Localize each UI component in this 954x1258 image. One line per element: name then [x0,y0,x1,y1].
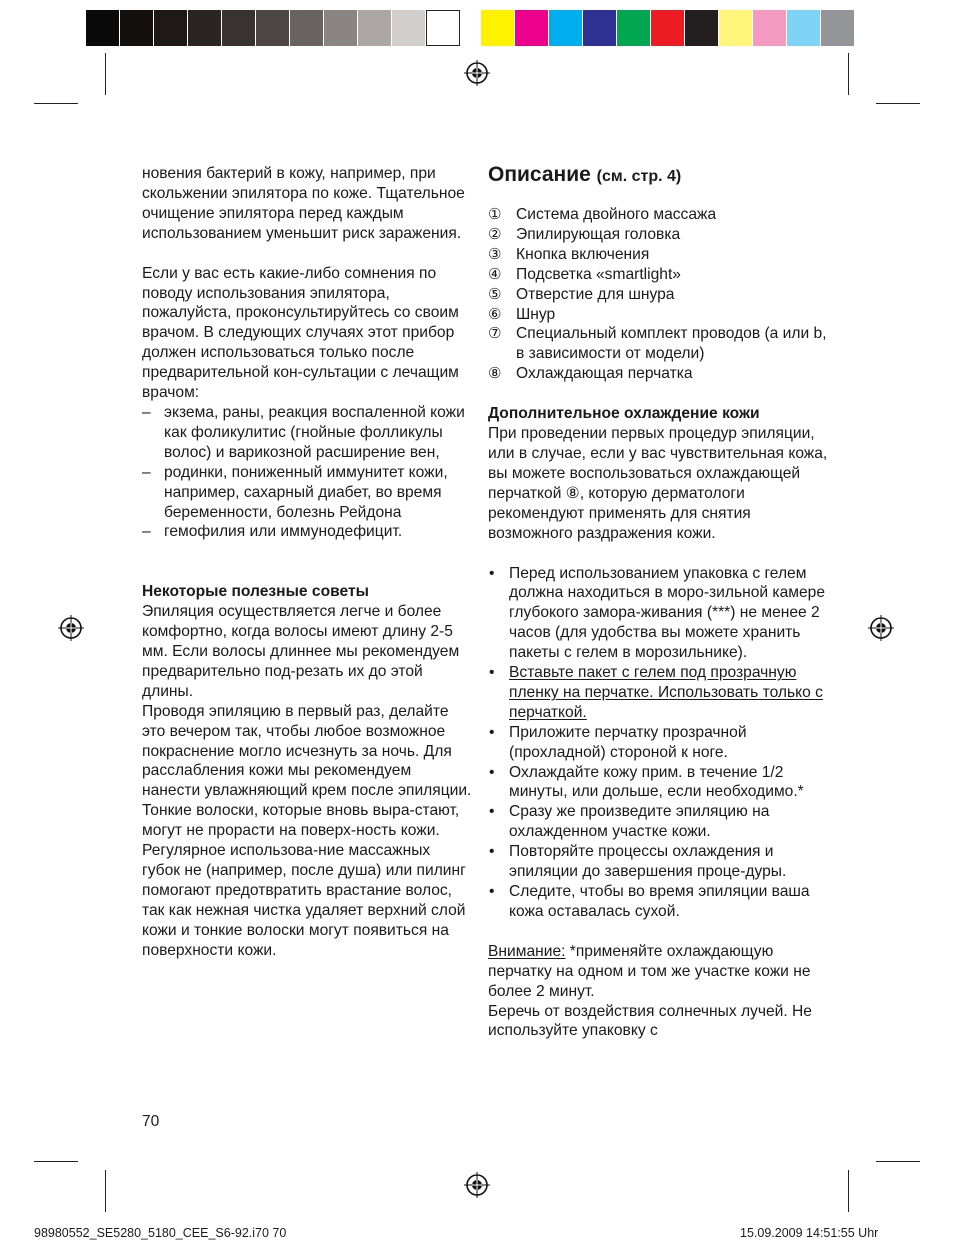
list-item: • Повторяйте процессы охлаждения и эпиляции до завершения проце-дуры. [489,843,787,881]
registration-mark-icon [58,615,84,641]
list-item: ⑧ Охлаждающая перчатка [488,365,693,383]
crop-mark [105,53,106,95]
warning-text: *применяйте охлаждающую перчатку на одном и том же участке кожи не более 2 минут. [488,942,811,1000]
list-item: ③ Кнопка включения [488,245,650,263]
crop-mark [105,1170,106,1212]
crop-mark [34,103,78,104]
list-item: • Охлаждайте кожу прим. в течение 1/2 минуты, или дольше, если необходимо.* [489,763,804,801]
color-swatch [651,10,685,46]
right-column [488,164,828,1041]
registration-mark-icon [464,1172,490,1198]
color-swatch [426,10,460,46]
list-item: ④ Подсветка «smartlight» [488,265,681,283]
list-item: ⑤ Отверстие для шнура [488,285,675,303]
crop-mark [876,1161,920,1162]
color-swatch [821,10,855,46]
grayscale-color-bar [86,10,460,46]
crop-mark [848,53,849,95]
list-item: – родинки, пониженный иммунитет кожи, например, сахарный диабет, во время беременности, болезнь Рейдона [142,463,448,521]
warning-label: Внимание: [488,942,566,960]
color-swatch [617,10,651,46]
contraindications-list [142,403,472,542]
color-swatch [290,10,324,46]
closing-paragraph: Беречь от воздействия солнечных лучей. Не используйте упаковку с [488,1002,812,1040]
section-title-text: Описание [488,163,591,186]
consult-doctor-paragraph: Если у вас есть какие-либо сомнения по поводу использования эпилятора, пожалуйста, проконсультируйтесь со своим врачом. В следующих случаях этот прибор должен использоваться только после предварительной кон-сультации с лечащим врачом: [142,264,459,402]
list-item: – гемофилия или иммунодефицит. [142,523,403,541]
tips-heading: Некоторые полезные советы [142,583,369,601]
parts-list [488,205,828,384]
list-item: • Перед использованием упаковка с гелем должна находиться в моро-зильной камере глубокого замора-живания (***) не менее 2 часов (для удобства вы можете хранить пакеты с гелем в морозильнике). [489,564,825,662]
color-swatch [787,10,821,46]
tips-paragraph: Эпиляция осуществляется легче и более комфортно, когда волосы имеют длину 2-5 мм. Если волосы длиннее мы рекомендуем предварительно под-резать их до этой длины. [142,603,460,700]
list-item: • Приложите перчатку прозрачной (прохладной) стороной к ноге. [489,723,747,761]
crop-mark [876,103,920,104]
list-item: ② Эпилирующая головка [488,225,681,243]
section-title [488,163,828,189]
color-swatch [358,10,392,46]
left-column [142,164,472,961]
color-swatch [685,10,719,46]
cooling-heading: Дополнительное охлаждение кожи [488,405,760,423]
process-color-bar [481,10,855,46]
color-swatch [719,10,753,46]
list-item: ① Система двойного массажа [488,206,717,223]
color-swatch [324,10,358,46]
list-item: • Сразу же произведите эпиляцию на охлажденном участке кожи. [489,803,770,841]
list-item: • Вставьте пакет с гелем под прозрачную пленку на перчатке. Использовать только с перчаткой. [489,664,823,721]
tips-paragraph: Тонкие волоски, которые вновь выра-стают, могут не прорасти на поверх-ность кожи. Регулярное использова-ние массажных губок не (например, после душа) или пилинг помогают предотвратить врастание волос, так как нежная чистка удаляет верхний слой кожи и тонкие волоски могут появиться на поверхности кожи. [142,802,466,959]
list-item: – экзема, раны, реакция воспаленной кожи как фоликулитис (гнойные фолликулы волос) и варикозной расширение вен, [142,403,465,461]
color-swatch [86,10,120,46]
warning-paragraph [488,942,828,1002]
color-swatch [256,10,290,46]
crop-mark [848,1170,849,1212]
tips-paragraph: Проводя эпиляцию в первый раз, делайте это вечером так, чтобы любое возможное покраснение могло исчезнуть за ночь. Для расслабления кожи мы рекомендуем нанести увлажняющий крем после эпиляции. [142,702,472,800]
list-item: ⑥ Шнур [488,305,556,323]
color-swatch [188,10,222,46]
hygiene-paragraph: новения бактерий в кожу, например, при скольжении эпилятора по коже. Тщательное очищение эпилятора перед каждым использованием уменьшит риск заражения. [142,165,465,242]
color-swatch [481,10,515,46]
list-item: • Следите, чтобы во время эпиляции ваша кожа оставалась сухой. [489,883,810,920]
page-number: 70 [142,1113,160,1130]
list-item: ⑦ Специальный комплект проводов (a или b, в зависимости от модели) [488,325,827,363]
color-swatch [583,10,617,46]
color-swatch [392,10,426,46]
crop-mark [34,1161,78,1162]
cooling-intro-paragraph: При проведении первых процедур эпиляции, или в случае, если у вас чувствительная кожа, вы можете воспользоваться охлаждающей перчаткой ⑧, которую дерматологи рекомендуют применять для снятия возможного раздражения кожи. [488,425,828,542]
section-title-ref: (см. стр. 4) [596,168,682,185]
color-swatch [515,10,549,46]
color-swatch [222,10,256,46]
footer-file-info: 98980552_SE5280_5180_CEE_S6-92.i70 70 [34,1226,287,1240]
color-swatch [549,10,583,46]
color-swatch [753,10,787,46]
registration-mark-icon [868,615,894,641]
registration-mark-icon [464,60,490,86]
color-swatch [120,10,154,46]
footer-timestamp: 15.09.2009 14:51:55 Uhr [740,1226,879,1240]
color-swatch [154,10,188,46]
cooling-instructions-list [488,564,828,922]
